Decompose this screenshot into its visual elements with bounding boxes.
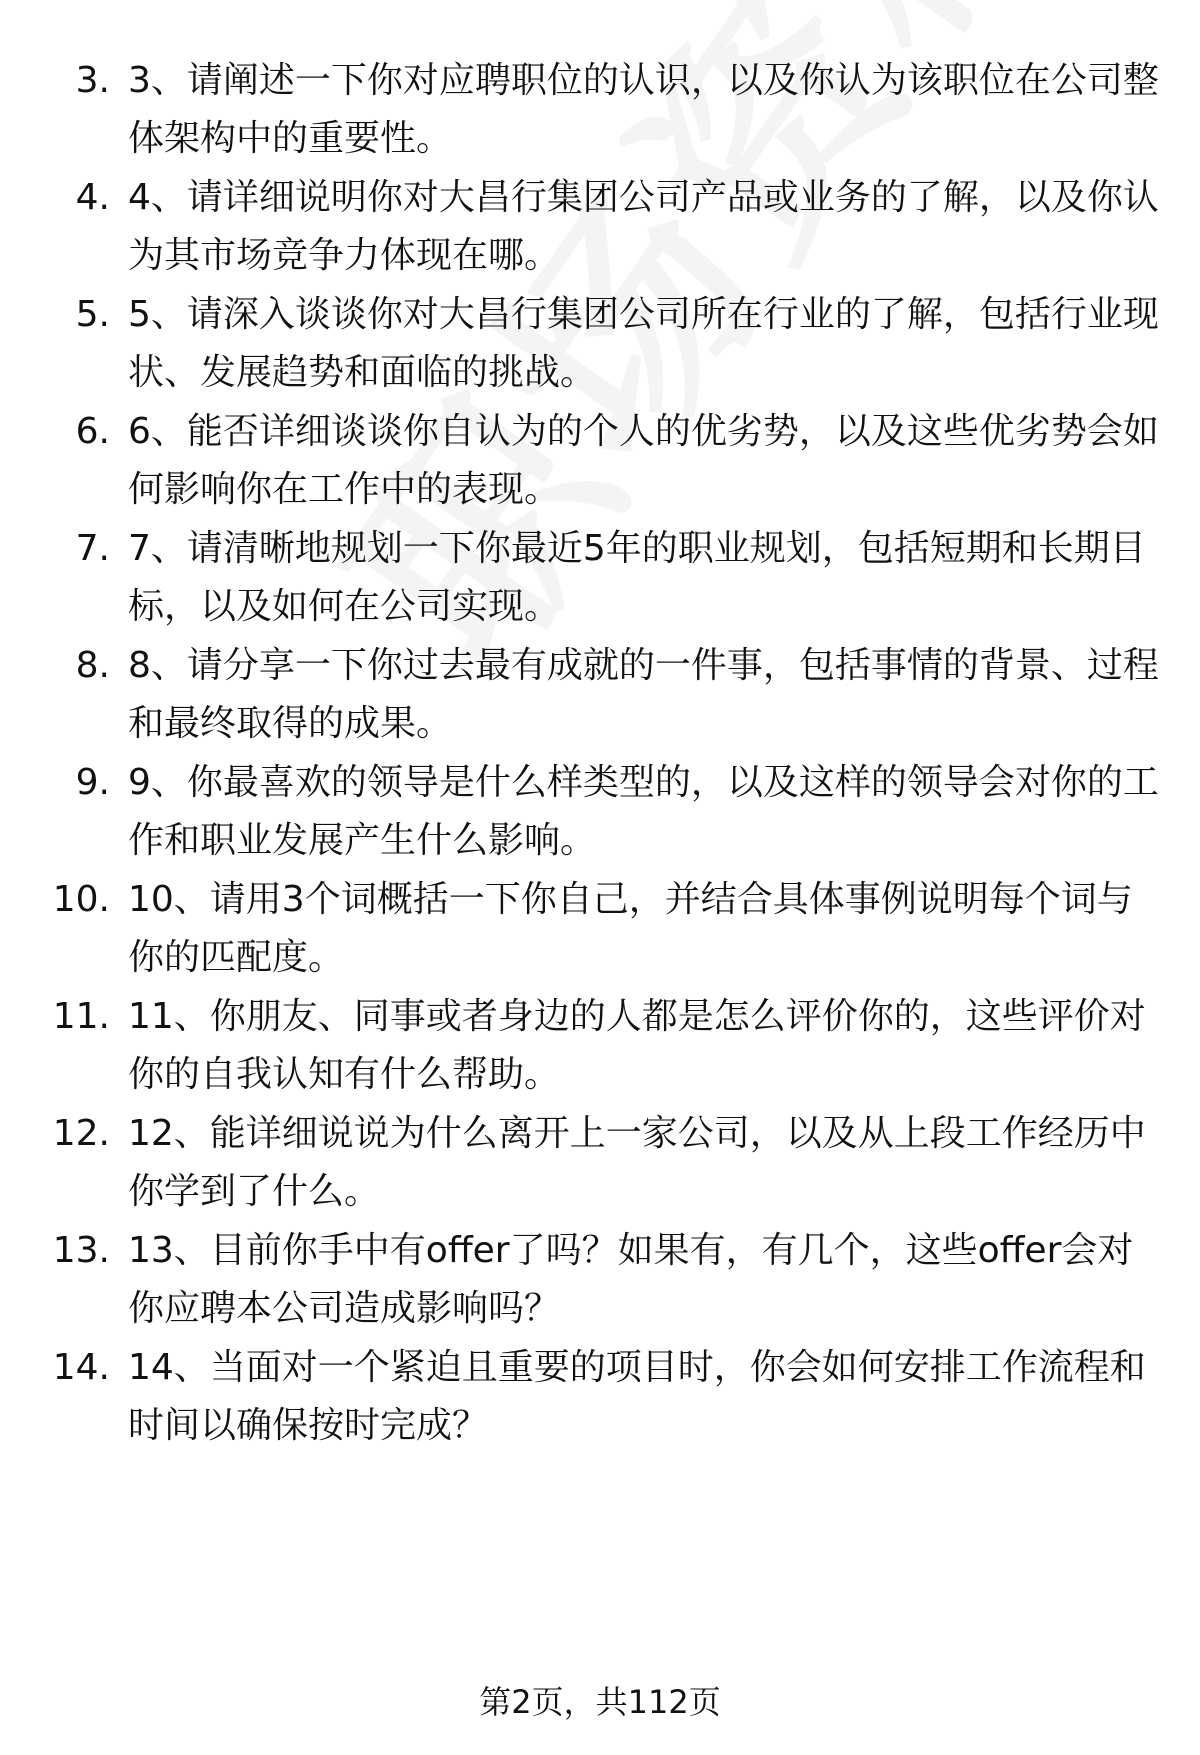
question-number: 11. [52,996,110,1037]
question-item-12 [0,1105,1200,1225]
question-number: 10. [52,879,110,920]
question-number: 9. [75,762,110,803]
question-item-10 [0,871,1200,991]
question-item-3 [0,52,1200,172]
question-text: 11、你朋友、同事或者身边的人都是怎么评价你的，这些评价对你的自我认知有什么帮助。 [128,996,1146,1095]
question-number: 13. [52,1230,110,1271]
question-text: 14、当面对一个紧迫且重要的项目时，你会如何安排工作流程和时间以确保按时完成？ [128,1347,1146,1446]
question-item-13 [0,1222,1200,1342]
question-number: 6. [75,411,110,452]
question-item-11 [0,988,1200,1108]
question-item-9 [0,754,1200,874]
question-number: 4. [75,177,110,218]
question-number: 12. [52,1113,110,1154]
question-text: 13、目前你手中有offer了吗？如果有，有几个，这些offer会对你应聘本公司造成影响吗？ [128,1230,1134,1329]
question-number: 5. [75,294,110,335]
question-text: 5、请深入谈谈你对大昌行集团公司所在行业的了解，包括行业现状、发展趋势和面临的挑战。 [128,294,1159,393]
question-item-8 [0,637,1200,757]
question-item-7 [0,520,1200,640]
question-text: 10、请用3个词概括一下你自己，并结合具体事例说明每个词与你的匹配度。 [128,879,1133,978]
question-text: 6、能否详细谈谈你自认为的个人的优劣势，以及这些优劣势会如何影响你在工作中的表现。 [128,411,1159,510]
question-item-5 [0,286,1200,406]
question-text: 12、能详细说说为什么离开上一家公司，以及从上段工作经历中你学到了什么。 [128,1113,1146,1212]
question-number: 8. [75,645,110,686]
question-text: 4、请详细说明你对大昌行集团公司产品或业务的了解，以及你认为其市场竞争力体现在哪。 [128,177,1159,276]
question-number: 7. [75,528,110,569]
question-text: 3、请阐述一下你对应聘职位的认识，以及你认为该职位在公司整体架构中的重要性。 [128,60,1159,159]
question-text: 9、你最喜欢的领导是什么样类型的，以及这样的领导会对你的工作和职业发展产生什么影响。 [128,762,1159,861]
question-item-6 [0,403,1200,523]
question-item-4 [0,169,1200,289]
question-item-14 [0,1339,1200,1459]
question-text: 7、请清晰地规划一下你最近5年的职业规划，包括短期和长期目标，以及如何在公司实现。 [128,528,1146,627]
question-number: 3. [75,60,110,101]
question-number: 14. [52,1347,110,1388]
question-text: 8、请分享一下你过去最有成就的一件事，包括事情的背景、过程和最终取得的成果。 [128,645,1159,744]
page-footer: 第2页，共112页 [479,1683,721,1721]
